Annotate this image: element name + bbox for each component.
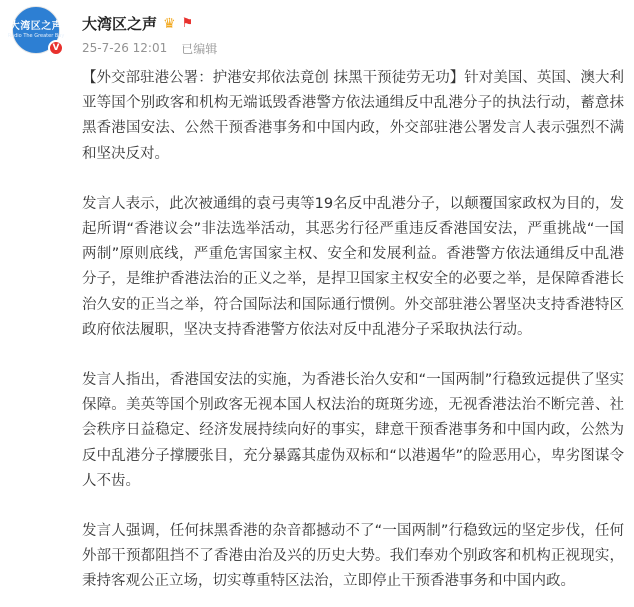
user-name-row	[82, 14, 193, 34]
post-paragraph: 发言人指出，香港国安法的实施，为香港长治久安和“一国两制”行稳致远提供了坚实保障。美英等国个别政客无视本国人权法治的斑斑劣迹，无视香港法治不断完善、社会秩序日益稳定、经济发展持续向好的事实，肆意干预香港事务和中国内政，公然为反中乱港分子撑腰张目，充分暴露其虚伪双标和“以港遏华”的险恶用心，卑劣图谋令人不齿。	[82, 372, 624, 489]
avatar-logo-subtext: Radio The Greater Bay	[7, 32, 65, 39]
crown-icon[interactable]: ♛	[163, 16, 176, 32]
post-header	[7, 0, 624, 62]
post-meta	[82, 40, 217, 56]
post-content	[82, 66, 624, 595]
post-paragraph: 发言人强调，任何抹黑香港的杂音都撼动不了“一国两制”行稳致远的坚定步伐，任何外部干预都阻挡不了香港由治及兴的历史大势。我们奉劝个别政客和机构正视现实，秉持客观公正立场，切实尊重特区法治，立即停止干预香港事务和中国内政。	[82, 523, 624, 590]
post-timestamp[interactable]: 25-7-26 12:01	[82, 41, 168, 55]
post-paragraph: 发言人表示，此次被通缉的袁弓夷等19名反中乱港分子，以颠覆国家政权为目的，发起所谓“香港议会”非法选举活动，其恶劣行径严重违反香港国安法，严重挑战“一国两制”原则底线，严重危害国家主权、安全和发展利益。香港警方依法通缉反中乱港分子，是维护香港法治的正义之举，是捍卫国家主权安全的必要之举，是保障香港长治久安的正当之举，符合国际法和国际通行惯例。外交部驻港公署坚决支持香港特区政府依法履职，坚决支持香港警方依法对反中乱港分子采取执法行动。	[82, 195, 624, 338]
user-name-link[interactable]: 大湾区之声	[82, 15, 158, 33]
post-paragraph: 【外交部驻港公署：护港安邦依法竟创 抹黑干预徒劳无功】针对美国、英国、澳大利亚等国个别政客和机构无端诋毁香港警方依法通缉反中乱港分子的执法行动，蓄意抹黑香港国安法、公然干预香港事务和中国内政，外交部驻港公署发言人表示强烈不满和坚决反对。	[82, 70, 624, 162]
avatar-logo-text: 大湾区之声	[9, 20, 63, 32]
red-badge-icon[interactable]: ⚑	[181, 16, 194, 31]
verified-badge-icon: V	[48, 40, 64, 56]
edited-label[interactable]: 已编辑	[181, 41, 218, 56]
avatar-container[interactable]	[7, 6, 65, 54]
